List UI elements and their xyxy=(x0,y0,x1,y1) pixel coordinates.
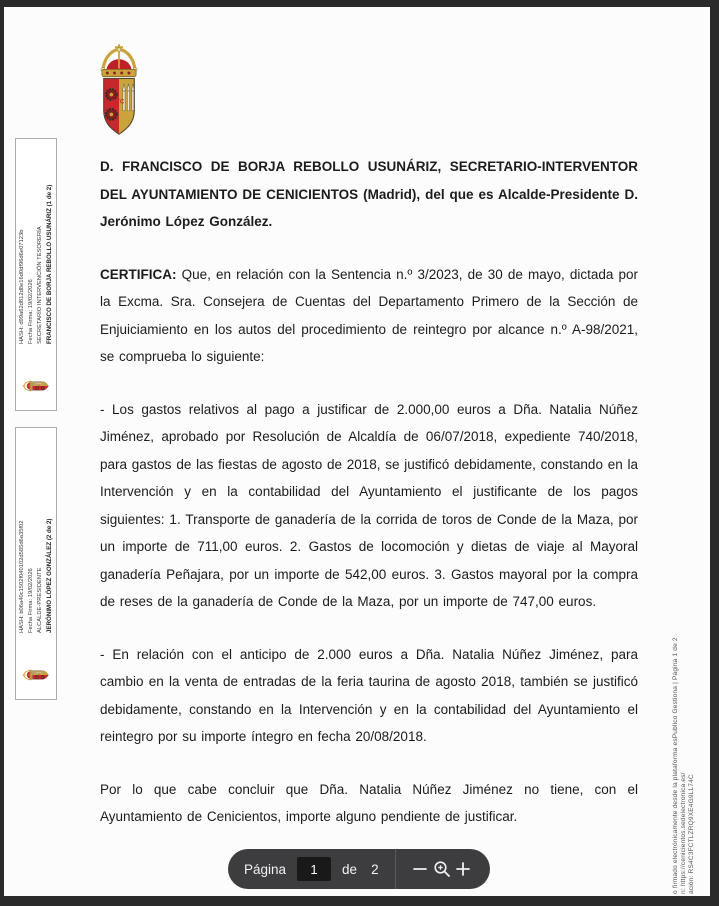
stamp-coat-of-arms-icon xyxy=(23,377,50,394)
stamp-coat-of-arms-icon xyxy=(23,666,50,683)
page-label: Página xyxy=(244,861,287,877)
verification-code-vertical-text: ación: RS4C3FCTLZRQ9XE4G9LL74C xyxy=(688,774,695,894)
paragraph-anticipo: - En relación con el anticipo de 2.000 euros a Dña. Natalia Núñez Jiménez, para cambio en la venta de entradas de la feria taurina de agosto 2018, también se justificó debidamente, constando en la Intervención y en la contabilidad del Ayuntamiento el reintegro por su importe íntegro en fecha 20/08/2018. xyxy=(100,646,638,744)
stamp-hash: HASH: b06a40c1502f040102d585d6a35f02 xyxy=(19,520,25,633)
document-text xyxy=(100,153,638,831)
certifica-label: CERTIFICA: xyxy=(100,266,177,282)
document-page xyxy=(4,7,710,896)
stamp-date: Fecha Firma: 19/02/2026 xyxy=(28,279,34,344)
document-intro: D. FRANCISCO DE BORJA REBOLLO USUNÁRIZ, SECRETARIO-INTERVENTOR DEL AYUNTAMIENTO DE CENICIENTOS (Madrid), del que es Alcalde-Presidente D. Jerónimo López González. xyxy=(100,159,638,229)
signature-stamp-alcalde-text xyxy=(18,428,56,633)
certifica-body: Que, en relación con la Sentencia n.º 3/2023, de 30 de mayo, dictada por la Excma. Sra. Consejera de Cuentas del Departamento Primero de la Sección de Enjuiciamiento en los autos del procedimiento de reintegro por alcance n.º A-98/2021, se comprueba lo siguiente: xyxy=(100,266,638,364)
plus-icon xyxy=(455,861,471,877)
stamp-name: JERÓNIMO LÓPEZ GONZÁLEZ (2 de 2) xyxy=(46,518,53,633)
minus-icon xyxy=(412,861,428,877)
magnifier-icon xyxy=(433,860,451,878)
zoom-in-button[interactable] xyxy=(452,855,474,883)
of-label: de xyxy=(342,861,358,877)
gestiona-footer-vertical-text: o firmado electrónicamente desde la plataforma esPublico Gestiona | Página 1 de 2 xyxy=(672,637,679,894)
toolbar-divider xyxy=(395,849,396,889)
stamp-role: ALCALDE-PRESIDENTE xyxy=(37,567,43,633)
verification-url-vertical-text: n: https://cenicientos.sedelectronica.es/ xyxy=(680,772,687,894)
zoom-reset-button[interactable] xyxy=(431,855,453,883)
paragraph-conclusion: Por lo que cabe concluir que Dña. Natalia Núñez Jiménez no tiene, con el Ayuntamiento de Cenicientos, importe alguno pendiente de justificar. xyxy=(100,781,638,824)
coat-of-arms-cenicientos xyxy=(92,43,146,139)
certifica-paragraph xyxy=(100,261,638,371)
stamp-name: FRANCISCO DE BORJA REBOLLO USUNÁRIZ (1 de 2) xyxy=(46,184,53,344)
stamp-role: SECRETARIO INTERVENCIÓN TESORERÍA xyxy=(37,226,43,344)
signature-stamp-secretario-text xyxy=(18,139,56,344)
paragraph-gastos: - Los gastos relativos al pago a justificar de 2.000,00 euros a Dña. Natalia Núñez Jiménez, aprobado por Resolución de Alcaldía de 06/07/2018, expediente 740/2018, para gastos de las fiestas de agosto de 2018, se justificó debidamente, constando en la Intervención y en la contabilidad del Ayuntamiento el justificante de los pagos siguientes: 1. Transporte de ganadería de la corrida de toros de Conde de la Maza, por un importe de 711,00 euros. 2. Gastos de locomoción y dietas de viaje al Mayoral ganadería Peñajara, por un importe de 542,00 euros. 3. Gastos mayoral por la compra de reses de la ganadería de Conde de la Maza, por un importe de 747,00 euros. xyxy=(100,401,638,609)
page-toolbar xyxy=(228,849,490,889)
page-number-input[interactable] xyxy=(297,857,331,881)
stamp-date: Fecha Firma: 19/02/2026 xyxy=(28,568,34,633)
signature-stamp-alcalde xyxy=(15,427,57,700)
page-total: 2 xyxy=(371,861,379,877)
zoom-out-button[interactable] xyxy=(409,855,431,883)
stamp-hash: HASH: d99a62d812d8e16d0df96d6e07123b xyxy=(19,229,25,344)
signature-stamp-secretario xyxy=(15,138,57,411)
